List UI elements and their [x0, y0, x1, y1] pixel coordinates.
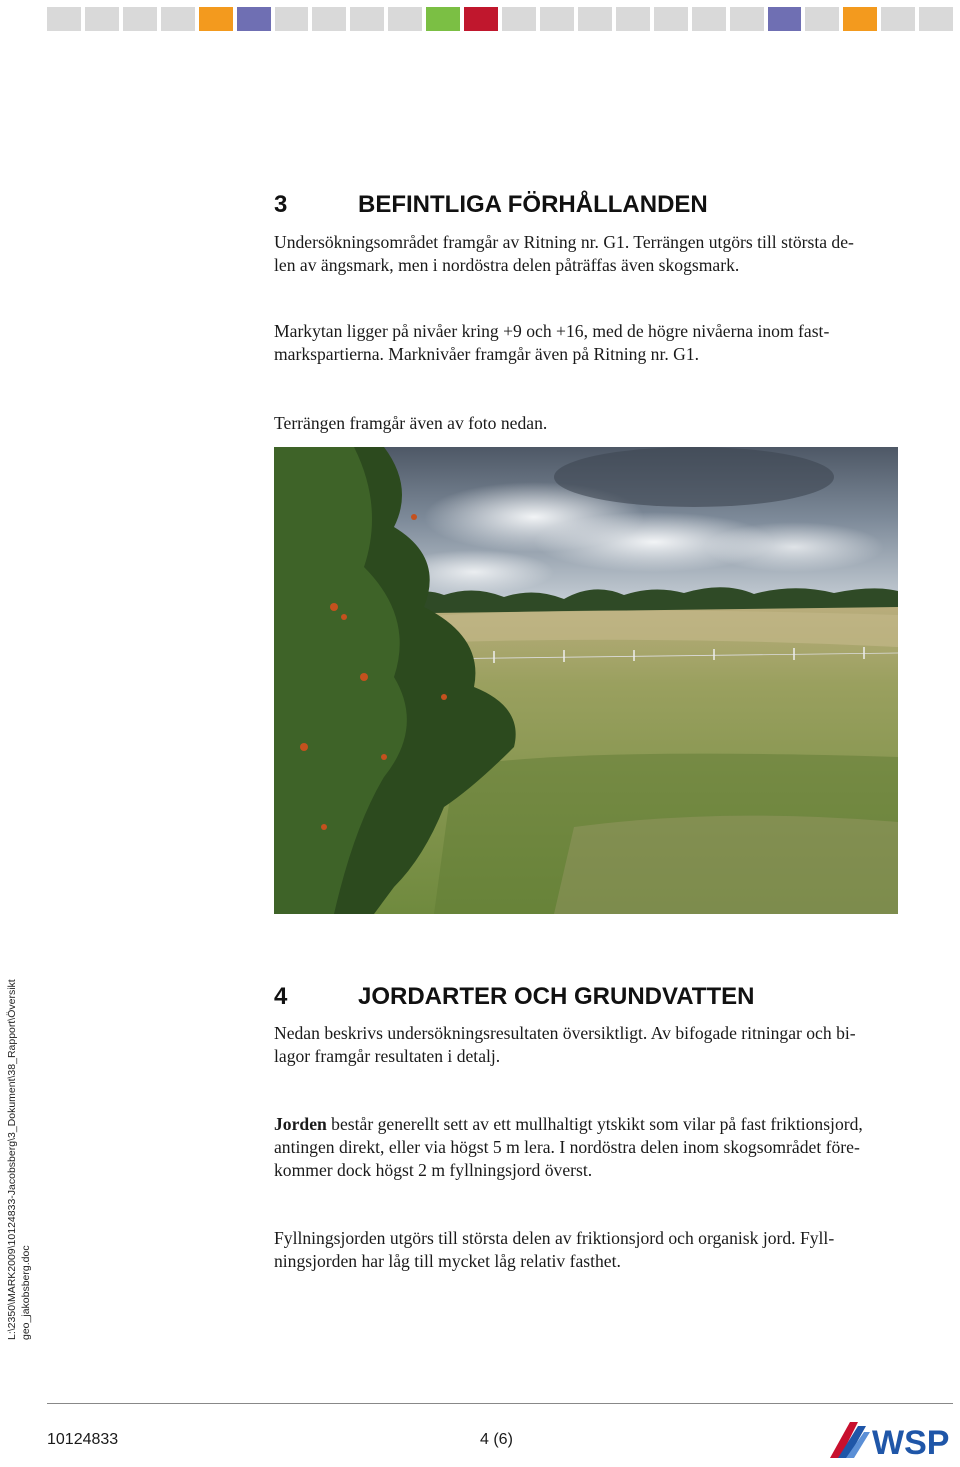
- text-line: Markytan ligger på nivåer kring +9 och +16, med de högre nivåerna inom fast-: [274, 321, 830, 341]
- text-line: Nedan beskrivs undersökningsresultaten översiktligt. Av bifogade ritningar och bi-: [274, 1023, 856, 1043]
- header-color-square: [161, 7, 195, 31]
- terrain-photo: [274, 447, 898, 914]
- section-title: BEFINTLIGA FÖRHÅLLANDEN: [358, 191, 708, 218]
- text-line: Fyllningsjorden utgörs till största delen av friktionsjord och organisk jord. Fyll-: [274, 1228, 835, 1248]
- file-name-line: geo_jakobsberg.doc: [19, 1245, 32, 1340]
- header-color-square: [578, 7, 612, 31]
- header-color-strip: [47, 7, 953, 31]
- header-color-square: [768, 7, 802, 31]
- text-line: Terrängen framgår även av foto nedan.: [274, 413, 548, 433]
- header-color-square: [312, 7, 346, 31]
- header-color-square: [47, 7, 81, 31]
- paragraph: [274, 231, 949, 277]
- section-3-heading: [274, 191, 708, 219]
- bold-term: Jorden: [274, 1114, 327, 1134]
- text-line: lagor framgår resultaten i detalj.: [274, 1046, 501, 1066]
- logo-text: WSP: [872, 1424, 950, 1462]
- file-path-line: L:\2350\MARK2009\10124833-Jacobsberg\3_Dokument\38_Rapport\Översikt: [6, 979, 18, 1340]
- header-color-square: [805, 7, 839, 31]
- text-line: ningsjorden har låg till mycket låg relativ fasthet.: [274, 1251, 621, 1271]
- header-color-square: [237, 7, 271, 31]
- header-color-square: [730, 7, 764, 31]
- paragraph: [274, 320, 949, 366]
- text-line: markspartierna. Marknivåer framgår även på Ritning nr. G1.: [274, 344, 700, 364]
- header-color-square: [388, 7, 422, 31]
- header-color-square: [123, 7, 157, 31]
- paragraph: [274, 1022, 949, 1068]
- header-color-square: [199, 7, 233, 31]
- header-color-square: [540, 7, 574, 31]
- page-number: 4 (6): [480, 1431, 513, 1448]
- paragraph: [274, 1227, 949, 1273]
- header-color-square: [85, 7, 119, 31]
- text-line: kommer dock högst 2 m fyllningsjord överst.: [274, 1160, 593, 1180]
- section-number: 3: [274, 191, 288, 218]
- text-line: antingen direkt, eller via högst 5 m lera. I nordöstra delen inom skogsområdet före-: [274, 1137, 860, 1157]
- header-color-square: [692, 7, 726, 31]
- header-color-square: [654, 7, 688, 31]
- header-color-square: [919, 7, 953, 31]
- header-color-square: [275, 7, 309, 31]
- text-line: Undersökningsområdet framgår av Ritning nr. G1. Terrängen utgörs till största de-: [274, 232, 854, 252]
- header-color-square: [426, 7, 460, 31]
- paragraph: [274, 1113, 949, 1182]
- header-color-square: [464, 7, 498, 31]
- side-file-path: [6, 960, 34, 1340]
- paragraph: [274, 412, 949, 435]
- header-color-square: [616, 7, 650, 31]
- text-line: len av ängsmark, men i nordöstra delen påträffas även skogsmark.: [274, 255, 740, 275]
- section-4-heading: [274, 983, 754, 1011]
- text-line: består generellt sett av ett mullhaltigt ytskikt som vilar på fast friktionsjord,: [326, 1114, 863, 1134]
- section-number: 4: [274, 983, 288, 1010]
- header-color-square: [881, 7, 915, 31]
- header-color-square: [350, 7, 384, 31]
- wsp-logo: [828, 1418, 956, 1462]
- section-title: JORDARTER OCH GRUNDVATTEN: [358, 983, 755, 1010]
- footer-divider: [47, 1403, 953, 1404]
- header-color-square: [843, 7, 877, 31]
- document-number: 10124833: [47, 1431, 119, 1448]
- header-color-square: [502, 7, 536, 31]
